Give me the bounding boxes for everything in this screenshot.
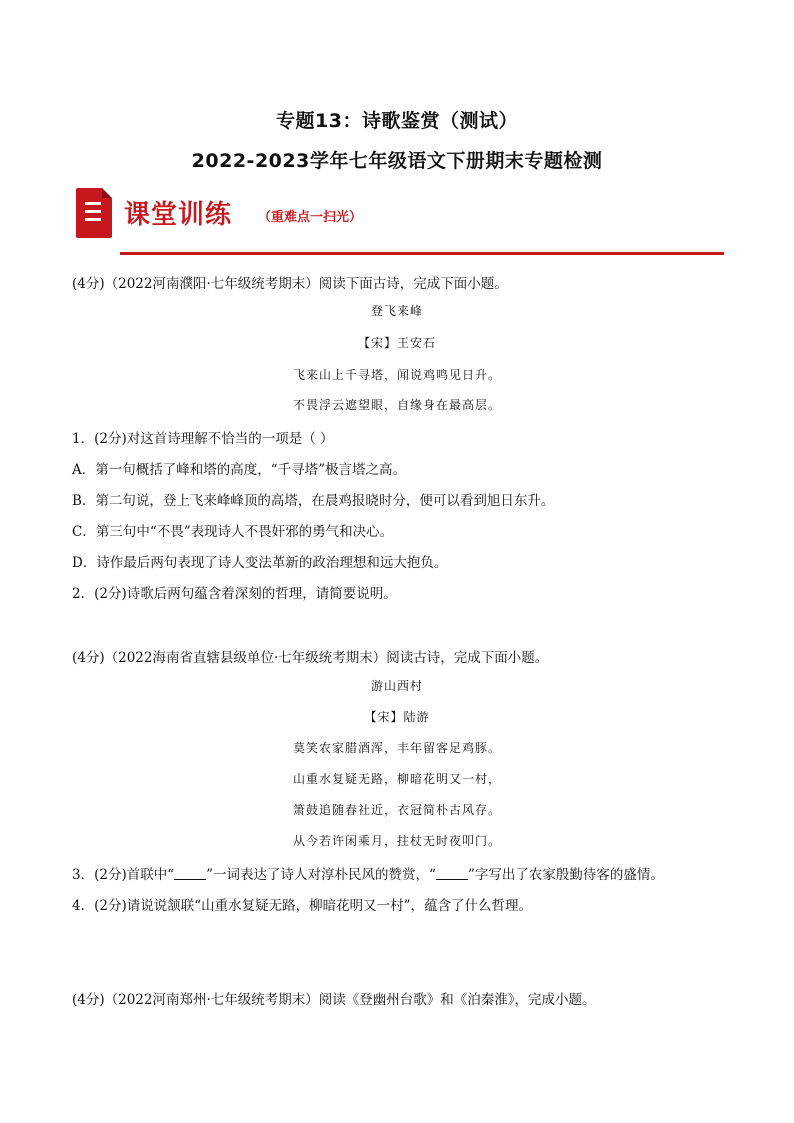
section2-intro: (4分)（2022海南省直辖县级单位·七年级统考期末）阅读古诗，完成下面小题。: [72, 650, 549, 666]
document-icon: [76, 188, 112, 238]
poem2-line: 箫鼓追随春社近，衣冠简朴古风存。: [292, 803, 501, 817]
poem1-line: 不畏浮云遮望眼，自缘身在最高层。: [292, 398, 501, 412]
question-1: 1．(2分)对这首诗理解不恰当的一项是（ ）: [72, 431, 334, 447]
banner-title: 课堂训练: [124, 200, 233, 230]
banner-subtitle: （重难点一扫光）: [258, 210, 363, 225]
question-3-part: ”一词表达了诗人对淳朴民风的赞赏，“: [206, 867, 436, 883]
poem1-title: 登飞来峰: [370, 304, 423, 318]
option-c: C．第三句中“不畏”表现诗人不畏奸邪的勇气和决心。: [72, 524, 394, 540]
poem1-line: 飞来山上千寻塔，闻说鸡鸣见日升。: [292, 368, 501, 382]
question-4: 4．(2分)请说说颔联“山重水复疑无路，柳暗花明又一村”，蕴含了什么哲理。: [72, 898, 533, 914]
poem2-line: 从今若许闲乘月，拄杖无时夜叩门。: [292, 834, 501, 848]
answer-blank[interactable]: [436, 867, 468, 880]
page-title: 专题13：诗歌鉴赏（测试）: [276, 110, 518, 132]
option-d: D．诗作最后两句表现了诗人变法革新的政治理想和远大抱负。: [72, 555, 448, 571]
poem2-line: 山重水复疑无路，柳暗花明又一村，: [292, 772, 501, 786]
question-3-part: ”字写出了农家殷勤待客的盛情。: [467, 867, 664, 883]
poem2-line: 莫笑农家腊酒浑，丰年留客足鸡豚。: [292, 741, 501, 755]
option-a: A．第一句概括了峰和塔的高度，“千寻塔”极言塔之高。: [72, 462, 407, 478]
section1-intro: (4分)（2022河南濮阳·七年级统考期末）阅读下面古诗，完成下面小题。: [72, 276, 508, 292]
poem2-author: 【宋】陆游: [364, 710, 430, 724]
question-3-part: 3．(2分)首联中“: [72, 867, 175, 883]
section-banner: [76, 188, 656, 248]
banner-divider: [120, 252, 724, 255]
section3-intro: (4分)（2022河南郑州·七年级统考期末）阅读《登幽州台歌》和《泊秦淮》，完成小题。: [72, 992, 596, 1008]
poem2-title: 游山西村: [370, 679, 423, 693]
poem1-author: 【宋】王安石: [357, 336, 436, 350]
question-2: 2．(2分)诗歌后两句蕴含着深刻的哲理，请简要说明。: [72, 586, 397, 602]
option-b: B．第二句说，登上飞来峰峰顶的高塔，在晨鸡报晓时分，便可以看到旭日东升。: [72, 493, 555, 509]
answer-blank[interactable]: [174, 867, 206, 880]
page-subtitle: 2022-2023学年七年级语文下册期末专题检测: [191, 150, 603, 172]
question-3: [72, 863, 664, 883]
